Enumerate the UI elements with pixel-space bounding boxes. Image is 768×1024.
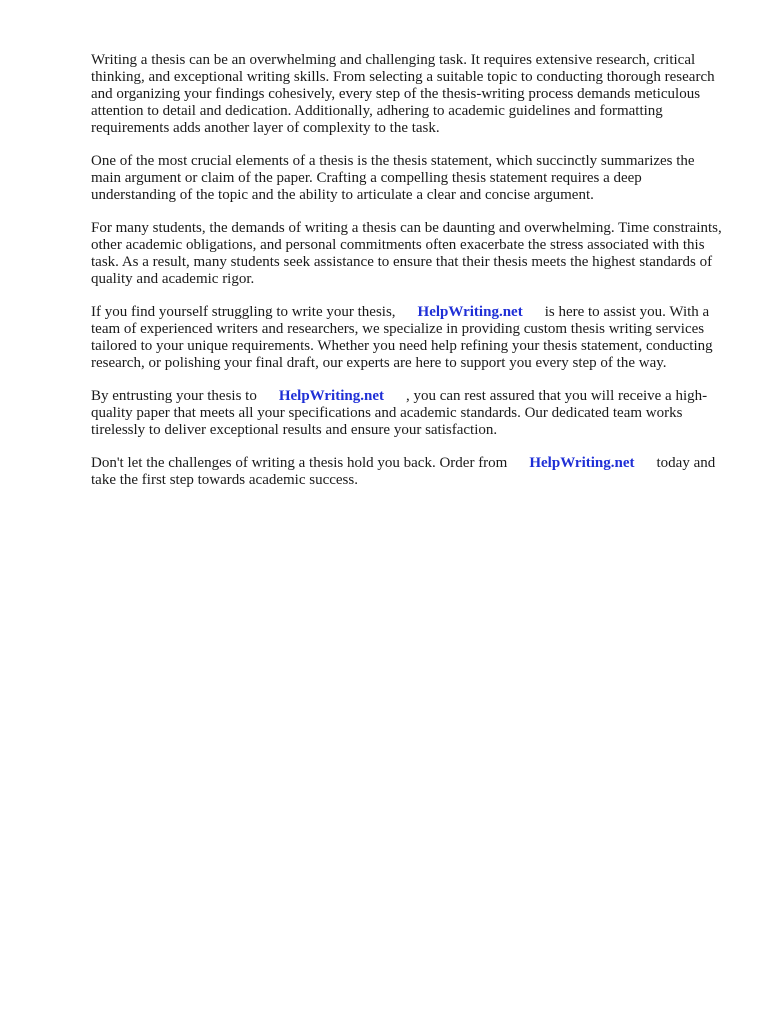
paragraph-assistance-text-before: If you find yourself struggling to write your thesis,: [91, 304, 396, 320]
helpwriting-link[interactable]: HelpWriting.net: [278, 388, 384, 404]
paragraph-entrusting-text-before: By entrusting your thesis to: [91, 388, 257, 404]
paragraph-entrusting-text-after: , you can rest assured that you will receive a high-quality paper that meets all your specifications and academic standards. Our dedicated team works tirelessly to deliver exceptional results and ensure your satisfaction.: [91, 388, 708, 438]
paragraph-cta-text-before: Don't let the challenges of writing a thesis hold you back. Order from: [91, 455, 508, 471]
document-body: [91, 52, 727, 505]
paragraph-assistance-text-after: is here to assist you. With a team of experienced writers and researchers, we specialize in providing custom thesis writing services tailored to your unique requirements. Whether you need help refining your thesis statement, conducting research, or polishing your final draft, our experts are here to support you every step of the way.: [91, 304, 713, 371]
paragraph-thesis-statement: One of the most crucial elements of a thesis is the thesis statement, which succinctly summarizes the main argument or claim of the paper. Crafting a compelling thesis statement requires a deep understanding of the topic and the ability to articulate a clear and concise argument.: [91, 153, 695, 203]
paragraph-assistance: [91, 304, 727, 372]
helpwriting-link[interactable]: HelpWriting.net: [417, 304, 523, 320]
paragraph-call-to-action: [91, 455, 727, 489]
paragraph-intro: Writing a thesis can be an overwhelming and challenging task. It requires extensive research, critical thinking, and exceptional writing skills. From selecting a suitable topic to conducting thorough research and organizing your findings cohesively, every step of the thesis-writing process demands meticulous attention to detail and dedication. Additionally, adhering to academic guidelines and formatting requirements adds another layer of complexity to the task.: [91, 52, 715, 136]
paragraph-student-demands: For many students, the demands of writing a thesis can be daunting and overwhelming. Time constraints, other academic obligations, and personal commitments often exacerbate the stress associated with this task. As a result, many students seek assistance to ensure that their thesis meets the highest standards of quality and academic rigor.: [91, 220, 722, 287]
helpwriting-link[interactable]: HelpWriting.net: [529, 455, 635, 471]
paragraph-entrusting: [91, 388, 727, 439]
paragraph-cta-text-after: today and take the first step towards academic success.: [91, 455, 716, 488]
